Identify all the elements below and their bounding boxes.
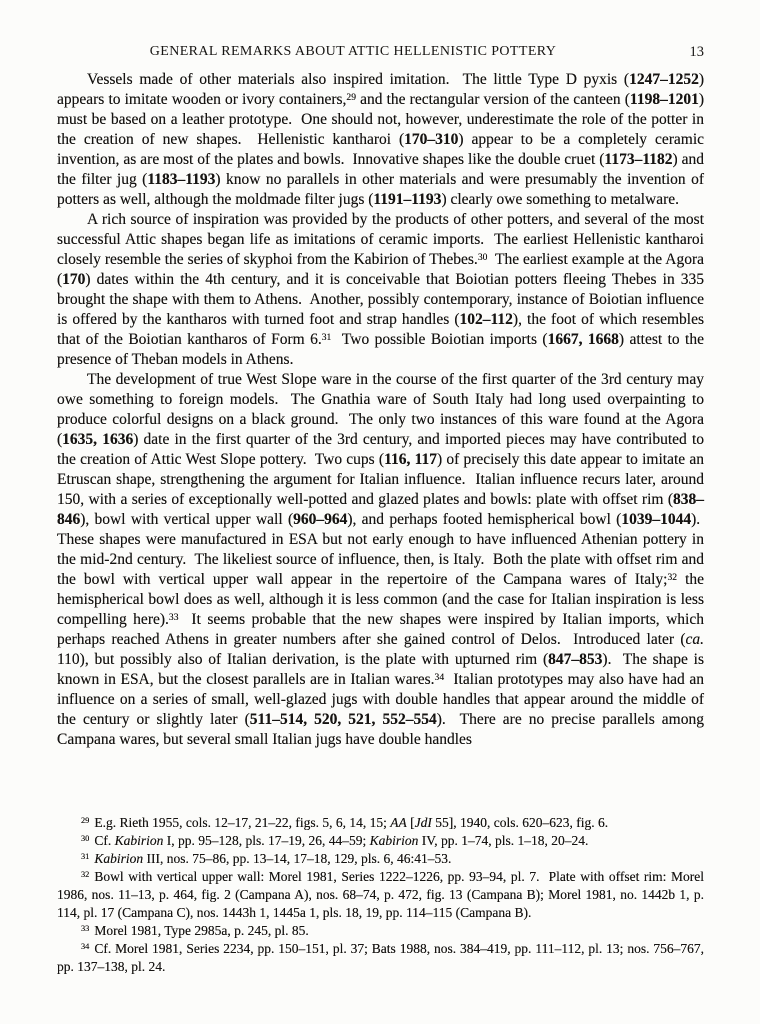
footnote-marker: 30 — [81, 834, 90, 844]
footnote-30 — [57, 832, 704, 850]
page-number: 13 — [689, 44, 704, 60]
footnote-text: E.g. Rieth 1955, cols. 12–17, 21–22, figs. 5, 6, 14, 15; AA [JdI 55], 1940, cols. 620–623, fig. 6. — [94, 815, 609, 830]
footnote-text: Kabirion III, nos. 75–86, pp. 13–14, 17–18, 129, pls. 6, 46:41–53. — [94, 851, 452, 866]
footnote-33 — [57, 922, 704, 940]
footnote-marker: 32 — [81, 870, 90, 880]
footnote-marker: 29 — [81, 816, 90, 826]
footnote-text: Cf. Kabirion I, pp. 95–128, pls. 17–19, 26, 44–59; Kabirion IV, pp. 1–74, pls. 1–18, 20–24. — [94, 833, 589, 848]
footnote-marker: 31 — [81, 852, 90, 862]
paragraph-2: A rich source of inspiration was provided by the products of other potters, and several of the most successful Attic shapes began life as imitations of ceramic imports. The earliest Hellenistic kantharoi closely resemble the series of skyphoi from the Kabirion of Thebes.$^{30}$ The earliest example at the Agora (170) dates within the 4th century, and it is conceivable that Boiotian potters fleeing Thebes in 335 brought the shape with them to Athens. Another, possibly contemporary, instance of Boiotian influence is offered by the kantharos with turned foot and strap handles (102–112), the foot of which resembles that of the Boiotian kantharos of Form 6.31 Two possible Boiotian imports (1667, 1668) attest to the presence of Theban models in Athens. — [57, 211, 705, 368]
main-text — [57, 70, 704, 750]
footnote-34 — [57, 940, 704, 976]
footnote-text: Morel 1981, Type 2985a, p. 245, pl. 85. — [94, 923, 309, 938]
running-header — [57, 44, 704, 60]
paragraph-1: Vessels made of other materials also inspired imitation. The little Type D pyxis (1247–1252) appears to imitate wooden or ivory containers,$^{29}$ and the rectangular version of the canteen (1198–1201) must be based on a leather prototype. One should not, however, underestimate the role of the potter in the creation of new shapes. Hellenistic kantharoi (170–310) appear to be a completely ceramic invention, as are most of the plates and bowls. Innovative shapes like the double cruet (1173–1182) and the filter jug (1183–1193) know no parallels in other materials and were presumably the invention of potters as well, although the moldmade filter jugs (1191–1193) clearly owe something to metalware. — [57, 71, 705, 208]
footnotes-block — [57, 814, 704, 976]
footnote-32 — [57, 868, 704, 922]
footnote-text: Cf. Morel 1981, Series 2234, pp. 150–151, pl. 37; Bats 1988, nos. 384–419, pp. 111–112, pl. 13; nos. 756–767, pp. 137–138, pl. 24. — [57, 941, 704, 974]
footnote-marker: 34 — [81, 942, 90, 952]
footnote-29 — [57, 814, 704, 832]
page-title: GENERAL REMARKS ABOUT ATTIC HELLENISTIC POTTERY — [149, 44, 557, 59]
footnote-31 — [57, 850, 704, 868]
footnote-text: Bowl with vertical upper wall: Morel 1981, Series 1222–1226, pp. 93–94, pl. 7. Plate with offset rim: Morel 1986, nos. 11–13, p. 464, fig. 2 (Campana A), nos. 68–74, p. 472, fig. 13 (Campana B); Morel 1981, no. 1442b 1, p. 114, pl. 17 (Campana C), nos. 1443h 1, 1445a 1, pls. 18, 19, pp. 114–115 (Campana B). — [57, 869, 704, 920]
footnote-marker: 33 — [81, 924, 90, 934]
paragraph-3: The development of true West Slope ware in the course of the first quarter of the 3rd century may owe something to foreign models. The Gnathia ware of South Italy had long used overpainting to produce colorful designs on a black ground. The only two instances of this ware found at the Agora (1635, 1636) date in the first quarter of the 3rd century, and imported pieces may have contributed to the creation of Attic West Slope pottery. Two cups (116, 117) of precisely this date appear to imitate an Etruscan shape, strengthening the argument for Italian influence. Italian influence recurs later, around 150, with a series of exceptionally well-potted and glazed plates and bowls: plate with offset rim (838–846), bowl with vertical upper wall (960–964), and perhaps footed hemispherical bowl (1039–1044). These shapes were manufactured in ESA but not early enough to have influenced Athenian pottery in the mid-2nd century. The likeliest source of influence, then, is Italy. Both the plate with offset rim and the bowl with vertical upper wall appear in the repertoire of the Campana wares of Italy;$^{32}$ the hemispherical bowl does as well, although it is less common (and the case for Italian inspiration is less compelling here).$^{33}$ It seems probable that the new shapes were inspired by Italian imports, which perhaps reached Athens in greater numbers after she gained control of Delos. Introduced later (ca. 110), but possibly also of Italian derivation, is the plate with upturned rim (847–853). The shape is known in ESA, but the closest parallels are in Italian wares.$^{34}$ Italian prototypes may also have had an influence on a series of small, well-glazed jugs with double handles that appear around the middle of the century or slightly later (511–514, 520, 521, 552–554). There are no precise parallels among Campana wares, but several small Italian jugs have double handles — [57, 371, 705, 748]
